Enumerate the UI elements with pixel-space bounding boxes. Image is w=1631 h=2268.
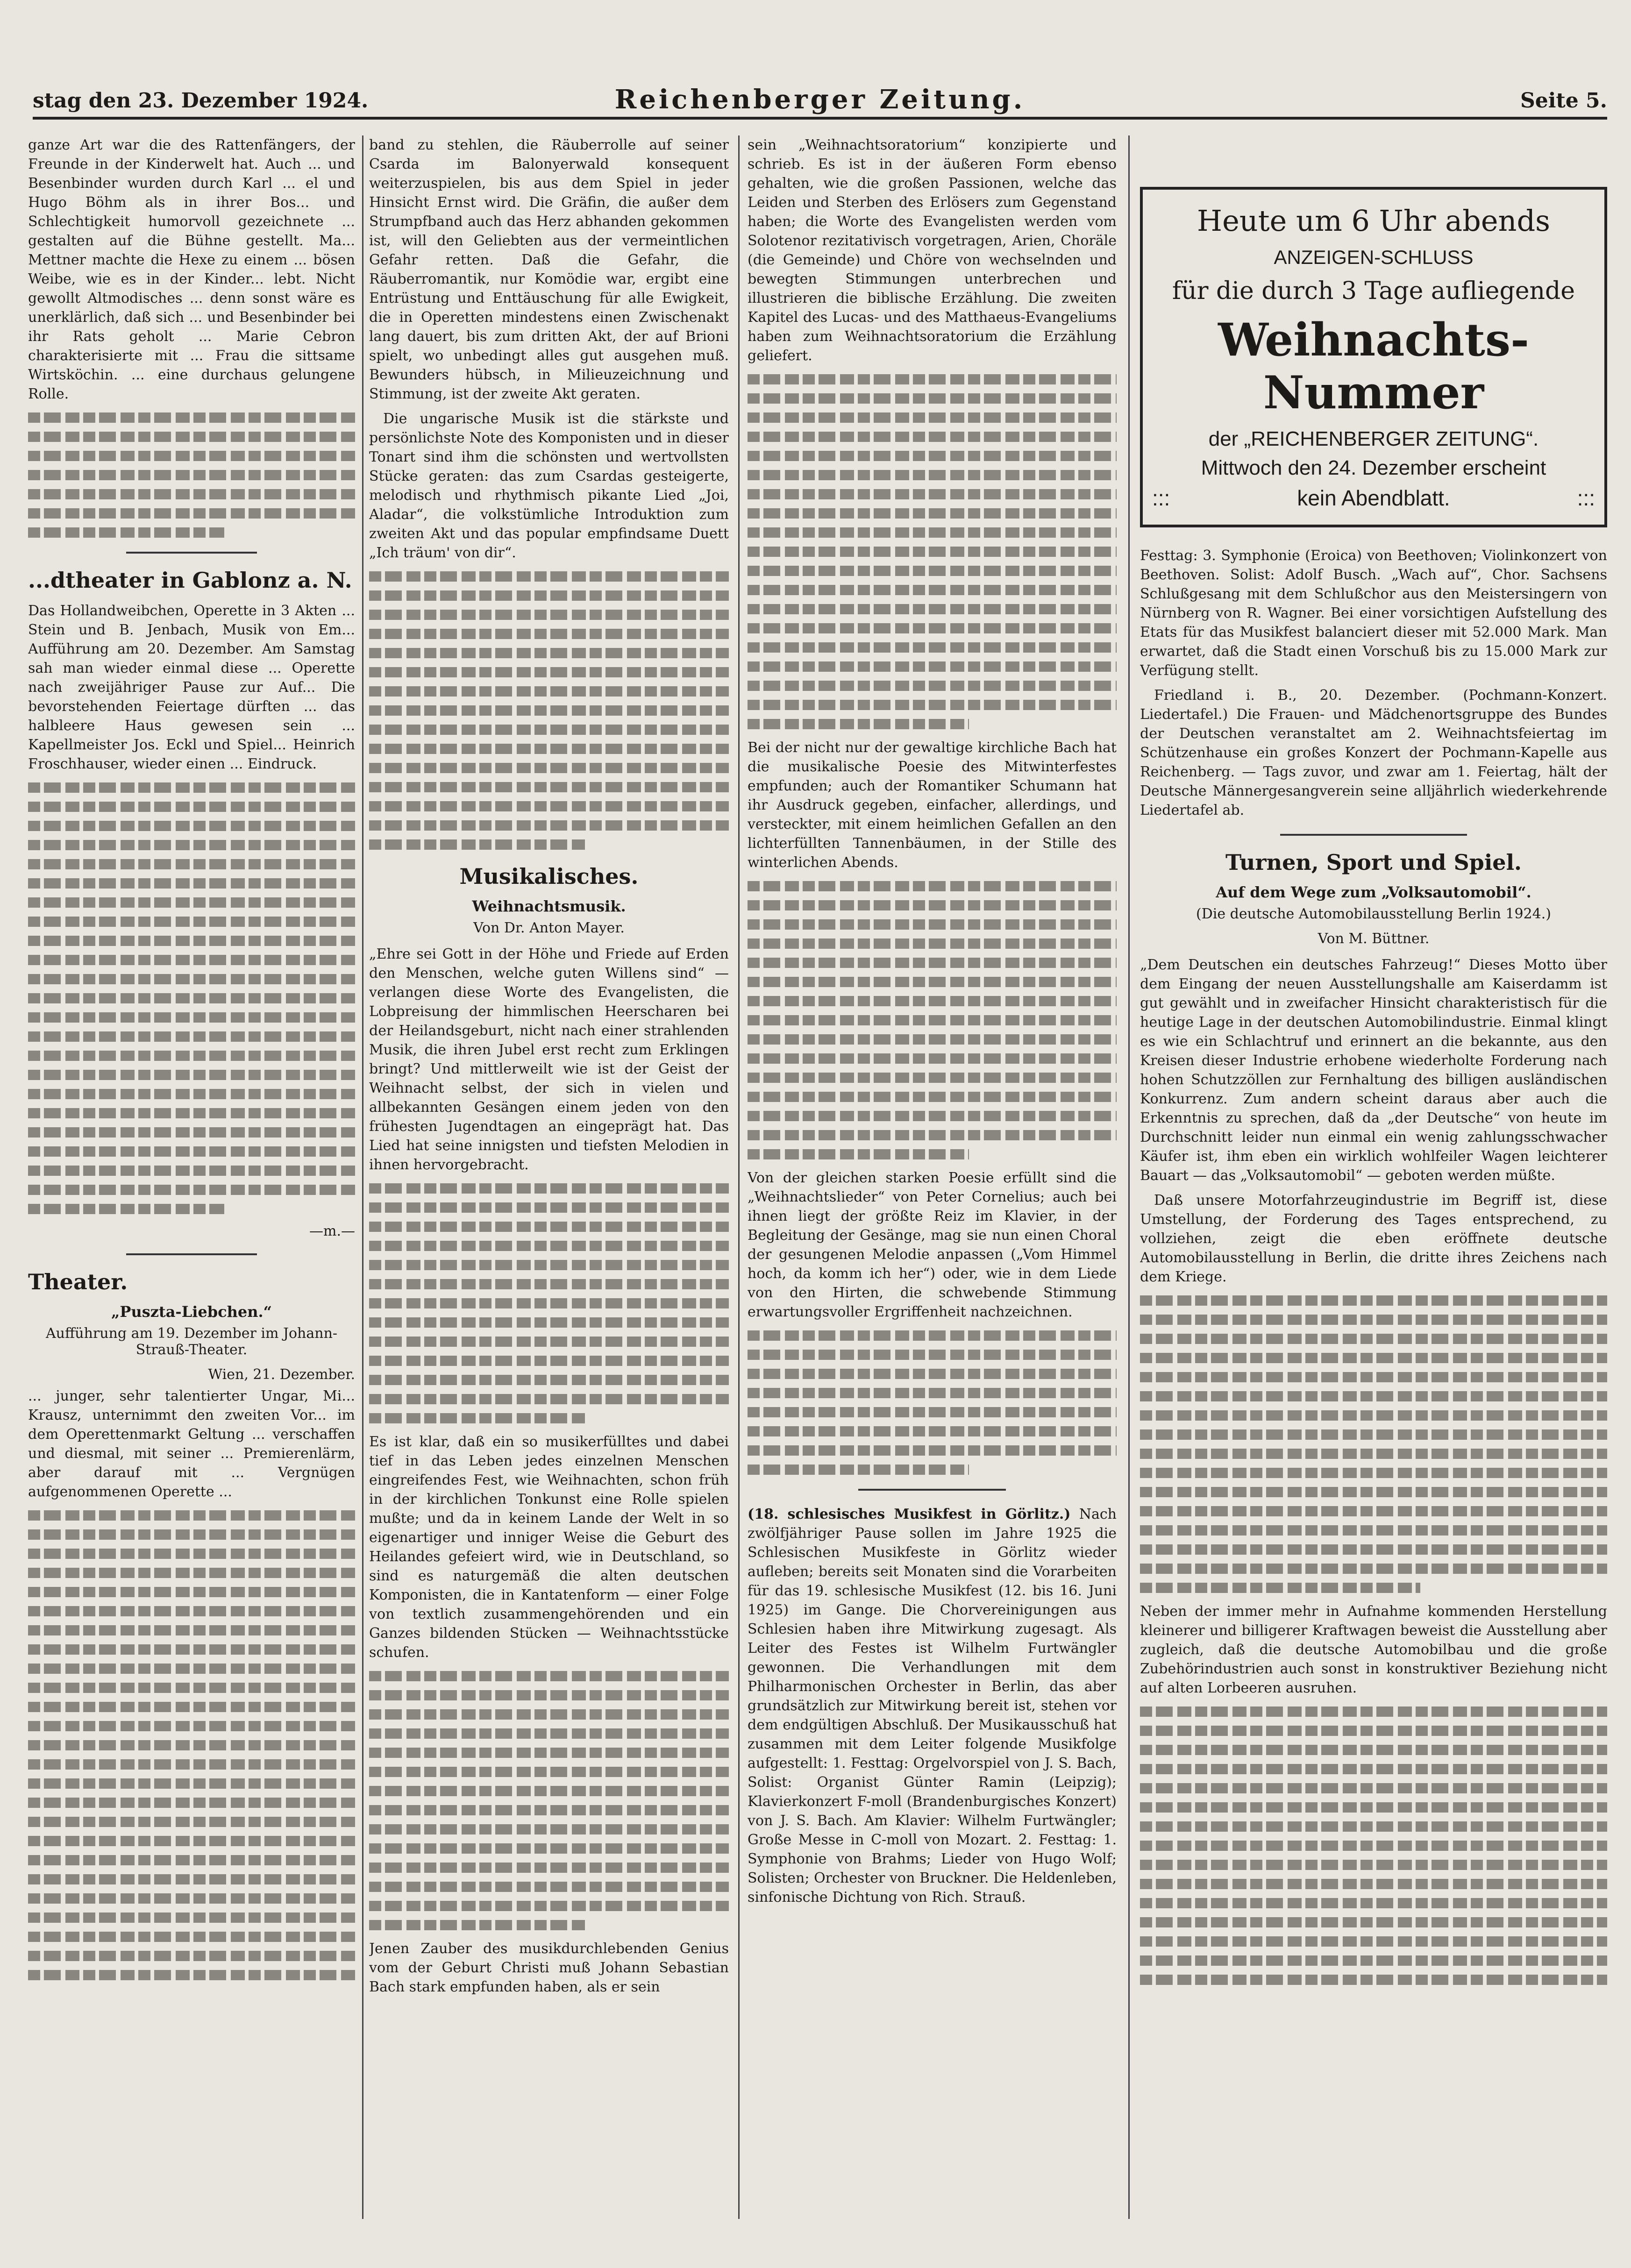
section-byline: Von Dr. Anton Mayer. (473, 920, 625, 936)
ad-line: Mittwoch den 24. Dezember erscheint (1201, 456, 1546, 479)
text-lines (369, 571, 729, 850)
section-subtitle: „Puszta-Liebchen.“ (111, 1303, 272, 1321)
section-byline: Von M. Büttner. (1318, 931, 1430, 947)
article-text: ganze Art war die des Rattenfängers, der Freunde in der Kinderwelt hat. Auch ... und Besenbinder wurden durch Karl ... el und Hugo Böhm als in ihrer Bos... und Schlechtigkeit humorvoll gezeichnete ... gestalten auf die Bühne gestellt. Ma... Mettner machte die Hexe zu einem ... bösen Weibe, wie es in der Kinder... lebt. Nicht gewollt Altmodisches ... denn sonst wäre es unerklärlich, daß sich ... und Besenbinder bei ihr Rats geholt ... Marie Cebron charakterisierte mit ... Frau die sittsame Wirtsköchin. ... eine durchaus gelungene Rolle. (28, 137, 355, 402)
article-text: Jenen Zauber des musikdurchlebenden Genius vom der Geburt Christi muß Johann Sebastian Bach stark empfunden haben, als er sein (369, 1941, 729, 1995)
column-rule (362, 135, 363, 2219)
text-lines (369, 1671, 729, 1930)
section-note: Aufführung am 19. Dezember im Johann-Strauß-Theater. (45, 1325, 338, 1358)
text-lines (748, 881, 1117, 1159)
article-text: Das Hollandweibchen, Operette in 3 Akten ... Stein und B. Jenbach, Musik von Em... Aufführung am 20. Dezember. Am Samstag sah man wieder einmal diese ... Operette nach zweijähriger Pause zur Auf... Die bevorstehenden Feiertage dürften ... das halbleere Haus gewesen sein ... Kapellmeister Jos. Eckl und Spiel... Heinrich Froschhauser, wieder einen ... Eindruck. (28, 603, 355, 772)
text-lines (28, 782, 355, 1214)
notice-text (748, 1505, 1117, 1907)
column-1 (28, 135, 355, 2238)
advertisement-box (1140, 187, 1607, 527)
section-note: (Die deutsche Automobilausstellung Berlin 1924.) (1196, 906, 1551, 922)
text-lines (748, 1330, 1117, 1475)
article-text: Von der gleichen starken Poesie erfüllt sind die „Weihnachtslieder“ von Peter Cornelius; auch bei ihnen liegt der größte Reiz im Klavier, in der Begleitung der Gesänge, mag sie nun einen Choral der gesungenen Melodie anpassen („Vom Himmel hoch, da komm ich her“) oder, wie in dem Liede von den Hirten, die schwebende Stimmung erwartungsvoller Ergriffenheit nachzeichnen. (748, 1170, 1117, 1320)
section-divider (858, 1489, 1006, 1491)
signature: —m.— (309, 1223, 355, 1239)
article-text: sein „Weihnachtsoratorium“ konzipierte und schrieb. Es ist in der äußeren Form ebenso gehalten, wie die großen Passionen, welche das Leiden und Sterben des Erlösers zum Gegenstand haben; die Worte des Evangelisten werden vom Solotenor rezitativisch vorgetragen, Arien, Choräle (die Gemeinde) und Chöre von wechselnden und bewegten Stimmungen unterbrechen und illustrieren die biblische Erzählung. Die zweiten Kapitel des Lucas- und des Matthaeus-Evangeliums haben zum Weihnachtsoratorium die Erzählung geliefert. (748, 137, 1117, 364)
article-text: „Dem Deutschen ein deutsches Fahrzeug!“ Dieses Motto über dem Eingang der neuen Ausstellungshalle am Kaiserdamm ist gut gewählt und in zweifacher Hinsicht charakteristisch für die heutige Lage in der deutschen Automobilindustrie. Einmal klingt es wie ein Schlachtruf und erinnert an die bekannte, aus den Kreisen dieser Industrie erhobene wiederholte Forderung nach hohen Schutzzöllen zur Fernhaltung des billigen ausländischen Konkurrenz. Zum andern scheint daraus aber auch die Erkenntnis zu sprechen, daß da „der Deutsche“ von heute im Durchschnitt leider nun einmal ein wenig zahlungsschwacher Käufer ist, ihm eben ein wirklich wohlfeiler Wagen leichterer Bauart — das „Volksautomobil“ — geboten werden müßte. (1140, 957, 1607, 1184)
text-lines (748, 374, 1117, 729)
section-title: Musikalisches. (459, 864, 639, 889)
section-divider (126, 1253, 257, 1255)
section-divider (126, 552, 257, 554)
article-text: Neben der immer mehr in Aufnahme kommenden Herstellung kleinerer und billigerer Kraftwagen beweist die Ausstellung aber zugleich, daß die deutsche Automobilbau und die große Zubehörindustrien auch sonst in konstruktiver Beziehung nicht auf alten Lorbeeren ausruhen. (1140, 1603, 1607, 1696)
ad-ornament: ::: (1152, 486, 1170, 510)
section-title: ...dtheater in Gablonz a. N. (28, 568, 352, 593)
section-divider (1280, 834, 1467, 836)
ad-line (1152, 485, 1595, 511)
notice-title: (18. schlesisches Musikfest in Görlitz.) (748, 1506, 1071, 1522)
ad-line: ANZEIGEN-SCHLUSS (1274, 246, 1474, 268)
article-text: „Ehre sei Gott in der Höhe und Friede auf Erden den Menschen, welche guten Willens sind“ — verlangen diese Worte des Evangelisten, die Lobpreisung der himmlischen Heerscharen bei der Heilandsgeburt, nicht nach einer strahlenden Musik, die ihren Jubel erst recht zum Erklingen bringt? Und mittlerweilt wie ist der Geist der Weihnacht selbst, der sich in vielen und allbekannten Gesängen einem jeden von den frühesten Jugendtagen an eingeprägt hat. Das Lied hat seine innigsten und tiefsten Melodien in ihnen hervorgebracht. (369, 946, 729, 1173)
page-header (33, 84, 1607, 120)
article-text: ... junger, sehr talentierter Ungar, Mi... Krausz, unternimmt den zweiten Vor... im dem Operettenmarkt Geltung ... verschaffen und diesmal, mit seiner ... Premierenlärm, aber darauf mit ... Vergnügen aufgenommenen Operette ... (28, 1388, 355, 1500)
article-text: Es ist klar, daß ein so musikerfülltes und dabei tief in das Leben jedes einzelnen Menschen eingreifendes Fest, wie Weihnachten, schon früh in der kirchlichen Tonkunst eine Rolle spielen mußte; und da in keinem Lande der Welt in so eigenartiger und inniger Weise die Geburt des Heilandes gefeiert wird, wie in Deutschland, so sind es naturgemäß die alten deutschen Komponisten, die in Kantatenform — einer Folge von textlich zusammengehörenden und ein Ganzes bildenden Stücken — Weihnachtsstücke schufen. (369, 1434, 729, 1661)
article-text: Die ungarische Musik ist die stärkste und persönlichste Note des Komponisten und in dieser Tonart sind ihm die schönsten und wertvollsten Stücke geraten: das zum Csardas gesteigerte, melodisch und rhythmisch pikante Lied „Joi, Aladar“, die volkstümliche Introduktion zum zweiten Akt und das popular empfindsame Duett „Ich träum' von dir“. (369, 411, 729, 561)
ad-text: kein Abendblatt. (1297, 486, 1450, 510)
section-title: Theater. (28, 1269, 128, 1294)
ad-line: der „REICHENBERGER ZEITUNG“. (1208, 427, 1539, 450)
text-lines (369, 1183, 729, 1423)
article-text: Daß unsere Motorfahrzeugindustrie im Begriff ist, diese Umstellung, der Forderung des Tages entsprechend, zu vollziehen, zeigt die eben eröffnete deutsche Automobilausstellung in Berlin, die dritte ihres Zeichens nach dem Kriege. (1140, 1192, 1607, 1285)
article-text: Bei der nicht nur der gewaltige kirchliche Bach hat die musikalische Poesie des Mitwinterfestes empfunden; auch der Romantiker Schumann hat ihr Ausdruck gegeben, einfacher, allerdings, und versteckter, mit einem heimlichen Gefallen an den lichterfüllten Tannenbäumen, in der Stille des winterlichen Abends. (748, 739, 1117, 871)
ad-line: Heute um 6 Uhr abends (1197, 204, 1550, 238)
ad-headline: Weihnachts-Nummer (1218, 313, 1529, 419)
header-date: stag den 23. Dezember 1924. (33, 89, 369, 113)
ad-ornament: ::: (1577, 486, 1595, 510)
article-text: band zu stehlen, die Räuberrolle auf seiner Csarda im Balonyerwald konsequent weiterzuspielen, bis aus dem Spiel in jeder Hinsicht Ernst wird. Die Gräfin, die außer dem Strumpfband auch das Herz abhanden gekommen ist, will den Geliebten aus der vermeintlichen Gefahr retten. Daß die Gefahr, die Räuberromantik, nur Komödie war, ergibt eine Entrüstung und Enttäuschung für alle Ewigkeit, die in Operetten mindestens einen Zwischenakt lang dauert, bis zum dritten Akt, der auf Brioni spielt, wo unbedingt alles gut ausgehen muß. Bewunders hübsch, in Milieuzeichnung und Stimmung, ist der zweite Akt geraten. (369, 137, 729, 402)
masthead: Reichenberger Zeitung. (614, 84, 1026, 115)
article-text: Festtag: 3. Symphonie (Eroica) von Beethoven; Violinkonzert von Beethoven. Solist: Adolf Busch. „Wach auf“, Chor. Sachsens Schlußgesang mit dem Schlußchor aus den Meistersingern von Nürnberg von R. Wagner. Bei einer vorsichtigen Aufstellung des Etats für das Musikfest balanciert dieser mit 52.000 Mark. Man erwartet, daß die Stadt einen Vorschuß bis zu 15.000 Mark zur Verfügung stellt. (1140, 547, 1607, 679)
text-lines (28, 412, 355, 538)
column-rule (738, 135, 740, 2219)
ad-line: für die durch 3 Tage aufliegende (1172, 277, 1575, 305)
text-lines (28, 1510, 355, 1980)
section-subtitle: Weihnachtsmusik. (472, 897, 626, 915)
column-2 (369, 135, 729, 2238)
text-lines (1140, 1295, 1607, 1593)
article-text: Friedland i. B., 20. Dezember. (Pochmann-Konzert. Liedertafel.) Die Frauen- und Mädchenortsgruppe des Bundes der Deutschen veranstaltet am 2. Weihnachtsfeiertag im Schützenhause ein großes Konzert der Pochmann-Kapelle aus Reichenberg. — Tags zuvor, und zwar am 1. Feiertag, hält der Deutsche Männergesangverein seine alljährlich wiederkehrende Liedertafel ab. (1140, 687, 1607, 818)
column-4 (1140, 135, 1607, 2238)
column-rule (1128, 135, 1130, 2219)
section-subtitle: Auf dem Wege zum „Volksautomobil“. (1216, 883, 1531, 901)
text-lines (1140, 1706, 1607, 1985)
dateline: Wien, 21. Dezember. (208, 1366, 355, 1383)
page-number: Seite 5. (1520, 89, 1607, 113)
column-3 (748, 135, 1117, 2238)
section-title: Turnen, Sport und Spiel. (1225, 850, 1522, 875)
notice-body: Nach zwölfjähriger Pause sollen im Jahre 1925 die Schlesischen Musikfeste in Görlitz wieder aufleben; bereits seit Monaten sind die Vorarbeiten für das 19. schlesische Musikfest (12. bis 16. Juni 1925) im Gange. Die Chorvereinigungen aus Schlesien haben ihre Mitwirkung zugesagt. Als Leiter des Festes ist Wilhelm Furtwängler gewonnen. Die Verhandlungen mit dem Philharmonischen Orchester in Berlin, das aber grundsätzlich zur Mitwirkung bereit ist, stehen vor dem endgültigen Abschluß. Der Musikausschuß hat zusammen mit dem Leiter folgende Musikfolge aufgestellt: 1. Festtag: Orgelvorspiel von J. S. Bach, Solist: Organist Günter Ramin (Leipzig); Klavierkonzert F-moll (Brandenburgisches Konzert) von J. S. Bach. Am Klavier: Wilhelm Furtwängler; Große Messe in C-moll von Mozart. 2. Festtag: 1. Symphonie von Brahms; Lieder von Hugo Wolf; Solisten; Orchester von Bruckner. Die Heldenleben, sinfonische Dichtung von Rich. Strauß. (748, 1506, 1117, 1905)
